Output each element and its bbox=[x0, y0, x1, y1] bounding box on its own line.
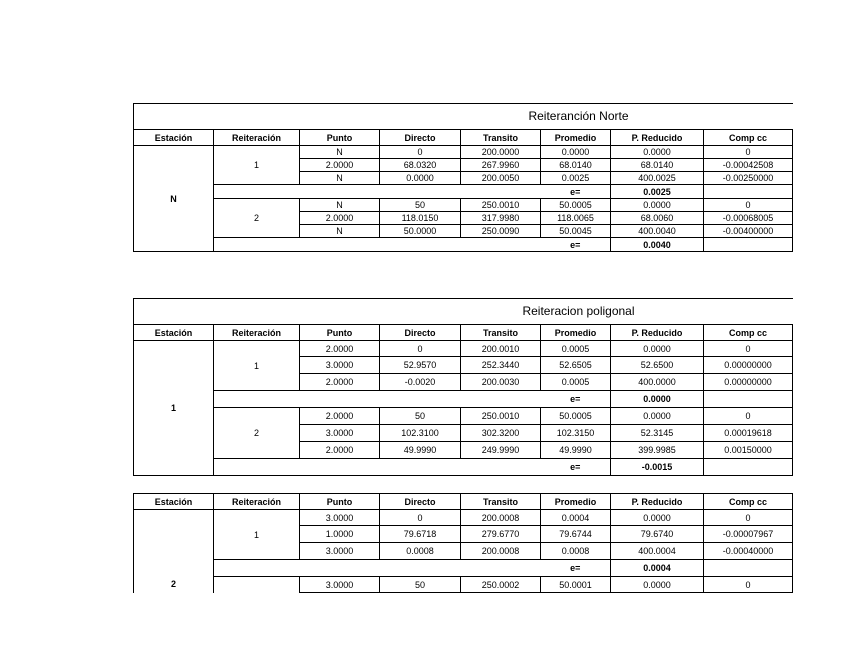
table-cell: 52.9570 bbox=[380, 357, 461, 374]
table-cell: 0 bbox=[380, 146, 461, 159]
empty-cell bbox=[704, 560, 793, 577]
table-cell: 0.0005 bbox=[541, 341, 611, 357]
table-cell: 279.6770 bbox=[461, 526, 541, 543]
empty-cell bbox=[214, 459, 541, 476]
header-reiteracion: Reiteración bbox=[214, 494, 300, 510]
e-value: -0.0015 bbox=[611, 459, 704, 476]
header-reiteracion: Reiteración bbox=[214, 325, 300, 341]
empty-cell bbox=[704, 459, 793, 476]
table-cell: 0.00000000 bbox=[704, 374, 793, 391]
empty-cell bbox=[704, 104, 793, 130]
table-cell: 0.0008 bbox=[380, 543, 461, 560]
header-estacion: Estación bbox=[134, 325, 214, 341]
table-cell: 68.0060 bbox=[611, 212, 704, 225]
table-cell: 0.0025 bbox=[541, 172, 611, 185]
table-cell: 3.0000 bbox=[300, 357, 380, 374]
reiteracion-cell: 1 bbox=[214, 510, 300, 560]
table-cell: 0.0008 bbox=[541, 543, 611, 560]
table-cell: 0 bbox=[380, 341, 461, 357]
table-cell: 399.9985 bbox=[611, 442, 704, 459]
header-punto: Punto bbox=[300, 130, 380, 146]
table-cell: 0.0000 bbox=[380, 172, 461, 185]
header-estacion: Estación bbox=[134, 494, 214, 510]
header-comp-cc: Comp cc bbox=[704, 325, 793, 341]
table-cell: 0 bbox=[704, 577, 793, 593]
table-cell: 50.0005 bbox=[541, 199, 611, 212]
header-p-reducido: P. Reducido bbox=[611, 325, 704, 341]
table-cell: 2.0000 bbox=[300, 442, 380, 459]
table-cell: 49.9990 bbox=[380, 442, 461, 459]
e-value: 0.0000 bbox=[611, 391, 704, 408]
table-cell: 0.00000000 bbox=[704, 357, 793, 374]
table-cell: -0.00007967 bbox=[704, 526, 793, 543]
header-promedio: Promedio bbox=[541, 494, 611, 510]
e-value: 0.0040 bbox=[611, 238, 704, 252]
e-label: e= bbox=[541, 391, 611, 408]
empty-cell bbox=[214, 185, 541, 199]
e-label: e= bbox=[541, 560, 611, 577]
table-reiteracion-poligonal bbox=[133, 298, 793, 476]
empty-cell bbox=[134, 104, 214, 130]
header-directo: Directo bbox=[380, 494, 461, 510]
reiteracion-cell: 2 bbox=[214, 408, 300, 459]
table-cell: 50.0001 bbox=[541, 577, 611, 593]
table-cell: -0.00042508 bbox=[704, 159, 793, 172]
empty-cell bbox=[704, 185, 793, 199]
empty-cell bbox=[134, 299, 214, 325]
table-cell: 0.00150000 bbox=[704, 442, 793, 459]
empty-cell bbox=[704, 391, 793, 408]
table-cell: 68.0140 bbox=[611, 159, 704, 172]
header-directo: Directo bbox=[380, 325, 461, 341]
table-cell: 400.0040 bbox=[611, 225, 704, 238]
e-value: 0.0025 bbox=[611, 185, 704, 199]
header-promedio: Promedio bbox=[541, 325, 611, 341]
header-punto: Punto bbox=[300, 325, 380, 341]
table-reiteracion-norte bbox=[133, 103, 793, 252]
table-cell: 250.0090 bbox=[461, 225, 541, 238]
header-punto: Punto bbox=[300, 494, 380, 510]
reiteracion-cell: 2 bbox=[214, 199, 300, 238]
table-cell: 200.0008 bbox=[461, 510, 541, 526]
table-cell: 252.3440 bbox=[461, 357, 541, 374]
header-directo: Directo bbox=[380, 130, 461, 146]
empty-cell bbox=[214, 391, 541, 408]
table-cell: 267.9960 bbox=[461, 159, 541, 172]
table-cell: N bbox=[300, 146, 380, 159]
header-transito: Transito bbox=[461, 130, 541, 146]
table-cell: 49.9990 bbox=[541, 442, 611, 459]
estacion-cell: N bbox=[134, 146, 214, 252]
table-cell: 200.0000 bbox=[461, 146, 541, 159]
table-cell: N bbox=[300, 172, 380, 185]
table-cell: 52.6500 bbox=[611, 357, 704, 374]
table-cell: 79.6718 bbox=[380, 526, 461, 543]
table-cell: 50.0005 bbox=[541, 408, 611, 425]
table-cell: 0 bbox=[704, 510, 793, 526]
table-cell: 0 bbox=[704, 341, 793, 357]
e-label: e= bbox=[541, 238, 611, 252]
table-cell: 250.0010 bbox=[461, 199, 541, 212]
table-cell: 0.0000 bbox=[611, 577, 704, 593]
table-cell: 3.0000 bbox=[300, 510, 380, 526]
table-cell: -0.00400000 bbox=[704, 225, 793, 238]
e-value: 0.0004 bbox=[611, 560, 704, 577]
estacion-cell: 1 bbox=[134, 341, 214, 476]
table-title bbox=[214, 104, 704, 130]
table-cell: 1.0000 bbox=[300, 526, 380, 543]
table-cell: -0.00040000 bbox=[704, 543, 793, 560]
empty-cell bbox=[704, 299, 793, 325]
table-cell: 0.0000 bbox=[541, 146, 611, 159]
table-cell: 0 bbox=[704, 408, 793, 425]
reiteracion-cell: 1 bbox=[214, 146, 300, 185]
table-title-text: Reiteracion poligonal bbox=[522, 304, 635, 318]
reiteracion-cell bbox=[214, 577, 300, 593]
table-cell: N bbox=[300, 225, 380, 238]
estacion-cell: 2 bbox=[134, 510, 214, 593]
table-cell: 50 bbox=[380, 577, 461, 593]
table-cell: 50 bbox=[380, 408, 461, 425]
table-cell: 68.0320 bbox=[380, 159, 461, 172]
table-title-text: Reiteranción Norte bbox=[528, 109, 629, 123]
table-cell: 79.6744 bbox=[541, 526, 611, 543]
table-cell: 0.00019618 bbox=[704, 425, 793, 442]
table-cell: 0.0000 bbox=[611, 341, 704, 357]
table-cell: N bbox=[300, 199, 380, 212]
table-estacion-2 bbox=[133, 493, 793, 593]
table-cell: 317.9980 bbox=[461, 212, 541, 225]
table-cell: 118.0150 bbox=[380, 212, 461, 225]
e-label: e= bbox=[541, 459, 611, 476]
table-cell: 0.0000 bbox=[611, 146, 704, 159]
e-label: e= bbox=[541, 185, 611, 199]
header-comp-cc: Comp cc bbox=[704, 494, 793, 510]
table-cell: 102.3150 bbox=[541, 425, 611, 442]
empty-cell bbox=[214, 560, 541, 577]
table-cell: 400.0000 bbox=[611, 374, 704, 391]
table-cell: 2.0000 bbox=[300, 408, 380, 425]
table-cell: 249.9990 bbox=[461, 442, 541, 459]
table-cell: 3.0000 bbox=[300, 543, 380, 560]
table-cell: 102.3100 bbox=[380, 425, 461, 442]
table-cell: 250.0002 bbox=[461, 577, 541, 593]
table-cell: 79.6740 bbox=[611, 526, 704, 543]
header-p-reducido: P. Reducido bbox=[611, 130, 704, 146]
table-cell: 200.0030 bbox=[461, 374, 541, 391]
empty-cell bbox=[704, 238, 793, 252]
header-reiteracion: Reiteración bbox=[214, 130, 300, 146]
table-cell: 2.0000 bbox=[300, 341, 380, 357]
table-cell: 2.0000 bbox=[300, 159, 380, 172]
table-cell: -0.00250000 bbox=[704, 172, 793, 185]
table-cell: 200.0050 bbox=[461, 172, 541, 185]
table-cell: -0.0020 bbox=[380, 374, 461, 391]
table-cell: 0.0004 bbox=[541, 510, 611, 526]
table-cell: 400.0004 bbox=[611, 543, 704, 560]
table-cell: 2.0000 bbox=[300, 374, 380, 391]
table-cell: 0.0000 bbox=[611, 199, 704, 212]
reiteracion-cell: 1 bbox=[214, 341, 300, 391]
header-promedio: Promedio bbox=[541, 130, 611, 146]
table-cell: 52.3145 bbox=[611, 425, 704, 442]
table-cell: 250.0010 bbox=[461, 408, 541, 425]
header-p-reducido: P. Reducido bbox=[611, 494, 704, 510]
header-estacion: Estación bbox=[134, 130, 214, 146]
table-cell: 200.0010 bbox=[461, 341, 541, 357]
table-cell: 0 bbox=[704, 199, 793, 212]
table-cell: 0.0005 bbox=[541, 374, 611, 391]
table-cell: 52.6505 bbox=[541, 357, 611, 374]
table-cell: 400.0025 bbox=[611, 172, 704, 185]
table-cell: 3.0000 bbox=[300, 425, 380, 442]
header-transito: Transito bbox=[461, 494, 541, 510]
table-cell: -0.00068005 bbox=[704, 212, 793, 225]
table-cell: 302.3200 bbox=[461, 425, 541, 442]
table-cell: 50.0045 bbox=[541, 225, 611, 238]
table-title bbox=[214, 299, 704, 325]
table-cell: 0.0000 bbox=[611, 510, 704, 526]
table-cell: 68.0140 bbox=[541, 159, 611, 172]
table-cell: 118.0065 bbox=[541, 212, 611, 225]
table-cell: 3.0000 bbox=[300, 577, 380, 593]
header-comp-cc: Comp cc bbox=[704, 130, 793, 146]
table-cell: 0 bbox=[704, 146, 793, 159]
empty-cell bbox=[214, 238, 541, 252]
table-cell: 2.0000 bbox=[300, 212, 380, 225]
table-cell: 0 bbox=[380, 510, 461, 526]
table-cell: 50 bbox=[380, 199, 461, 212]
table-cell: 50.0000 bbox=[380, 225, 461, 238]
header-transito: Transito bbox=[461, 325, 541, 341]
table-cell: 200.0008 bbox=[461, 543, 541, 560]
table-cell: 0.0000 bbox=[611, 408, 704, 425]
